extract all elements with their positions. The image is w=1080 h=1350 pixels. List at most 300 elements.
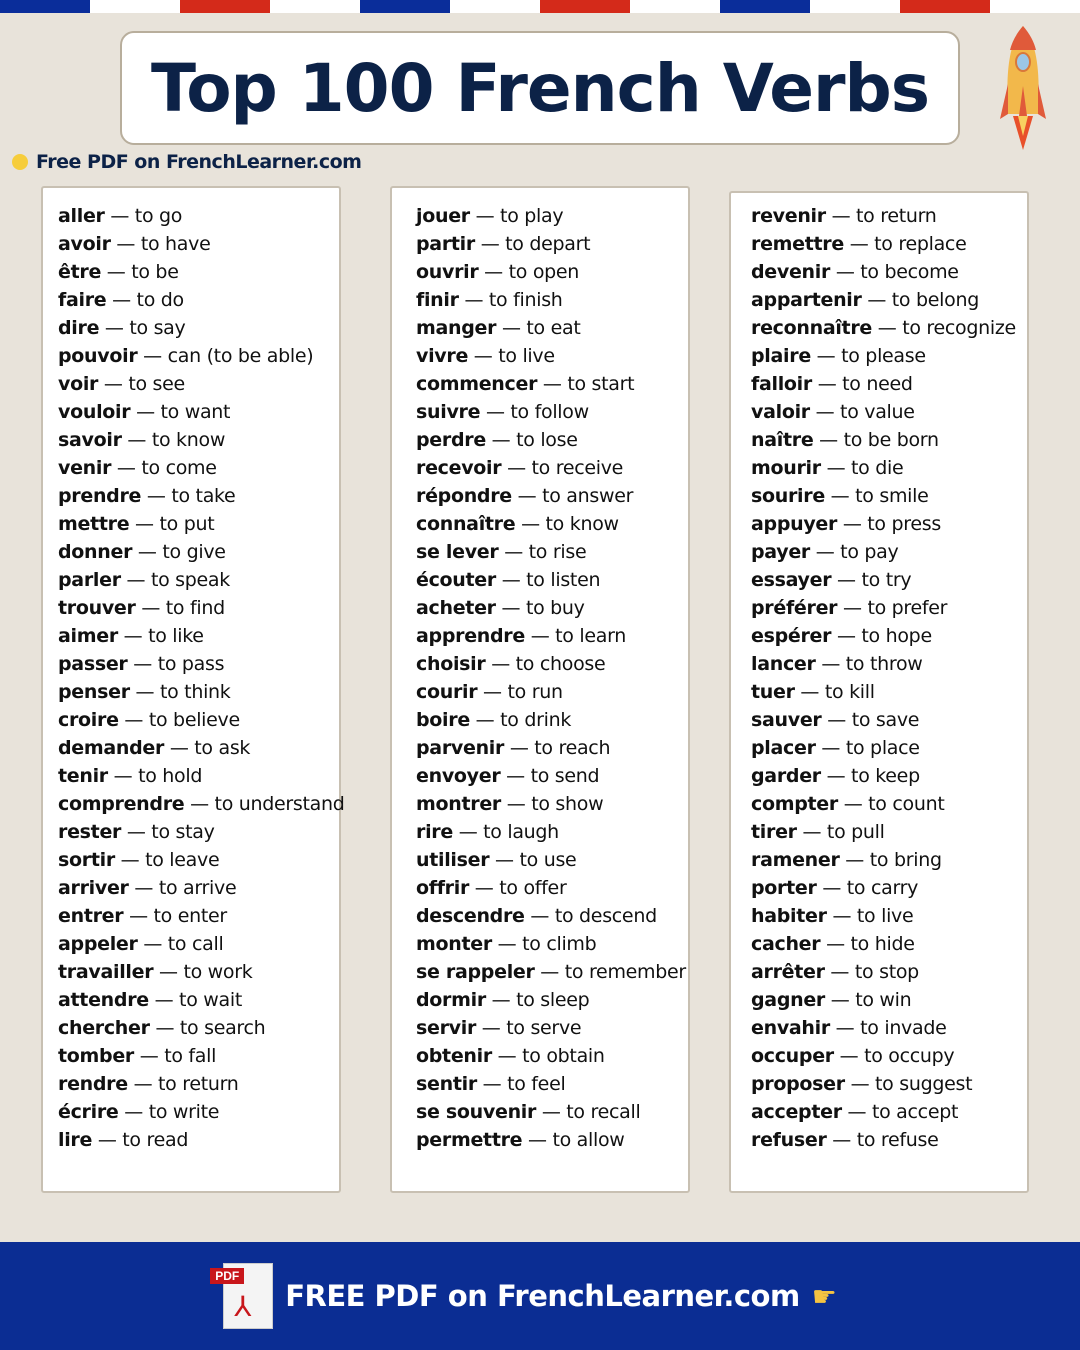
verb-row <box>751 1042 1027 1070</box>
dash-separator: — <box>809 401 841 423</box>
dash-separator: — <box>118 709 149 731</box>
french-verb: cacher <box>751 933 821 955</box>
english-meaning: to die <box>851 457 904 479</box>
verb-row <box>751 454 1027 482</box>
verb-row <box>416 650 688 678</box>
dash-separator: — <box>843 233 875 255</box>
dash-separator: — <box>149 1017 180 1039</box>
verb-row <box>751 930 1027 958</box>
dash-separator: — <box>522 1129 553 1151</box>
dash-separator: — <box>500 765 531 787</box>
french-verb: espérer <box>751 625 832 647</box>
footer-banner[interactable] <box>0 1242 1080 1350</box>
english-meaning: to return <box>856 205 937 227</box>
dash-separator: — <box>485 989 517 1011</box>
english-meaning: to need <box>842 373 913 395</box>
french-verb: plaire <box>751 345 811 367</box>
french-verb: être <box>58 261 102 283</box>
verb-row <box>416 594 688 622</box>
english-meaning: to drink <box>500 709 572 731</box>
french-verb: donner <box>58 541 133 563</box>
french-verb: lancer <box>751 653 816 675</box>
verb-row <box>416 258 688 286</box>
english-meaning: to allow <box>552 1129 625 1151</box>
dash-separator: — <box>477 681 508 703</box>
dash-separator: — <box>820 933 851 955</box>
verb-row <box>58 1070 339 1098</box>
english-meaning: to invade <box>860 1017 947 1039</box>
verb-row <box>58 258 339 286</box>
french-verb: ramener <box>751 849 840 871</box>
verb-row <box>58 986 339 1014</box>
english-meaning: to keep <box>851 765 920 787</box>
verb-row <box>416 1126 688 1154</box>
english-meaning: to speak <box>150 569 230 591</box>
verb-row <box>416 790 688 818</box>
french-verb: revenir <box>751 205 826 227</box>
french-verb: aller <box>58 205 105 227</box>
english-meaning: to follow <box>510 401 589 423</box>
dash-separator: — <box>468 345 499 367</box>
english-meaning: to have <box>140 233 211 255</box>
french-verb: venir <box>58 457 112 479</box>
english-meaning: to choose <box>515 653 606 675</box>
verb-row <box>416 846 688 874</box>
french-verb: sourire <box>751 485 825 507</box>
french-verb: arriver <box>58 877 129 899</box>
dash-separator: — <box>837 513 868 535</box>
english-meaning: to press <box>867 513 941 535</box>
verb-row <box>751 258 1027 286</box>
dash-separator: — <box>844 1073 876 1095</box>
french-verb: garder <box>751 765 821 787</box>
french-verb: rester <box>58 821 122 843</box>
verb-row <box>751 538 1027 566</box>
verb-row <box>751 650 1027 678</box>
french-verb: parler <box>58 569 121 591</box>
dash-separator: — <box>831 625 862 647</box>
english-meaning: to answer <box>542 485 634 507</box>
english-meaning: to stop <box>854 961 919 983</box>
english-meaning: to write <box>148 1101 220 1123</box>
french-verb: sentir <box>416 1073 477 1095</box>
english-meaning: to run <box>507 681 563 703</box>
verb-row <box>58 370 339 398</box>
dash-separator: — <box>536 1101 567 1123</box>
dash-separator: — <box>831 569 862 591</box>
french-verb: permettre <box>416 1129 523 1151</box>
french-verb: vouloir <box>58 401 131 423</box>
french-verb: voir <box>58 373 99 395</box>
dash-separator: — <box>821 709 852 731</box>
verb-row <box>58 622 339 650</box>
dash-separator: — <box>107 765 139 787</box>
french-verb: passer <box>58 653 128 675</box>
french-verb: partir <box>416 233 475 255</box>
french-verb: monter <box>416 933 492 955</box>
dash-separator: — <box>485 429 517 451</box>
verb-row <box>58 566 339 594</box>
french-verb: vivre <box>416 345 469 367</box>
english-meaning: to think <box>159 681 231 703</box>
french-verb: prendre <box>58 485 142 507</box>
english-meaning: to be <box>131 261 179 283</box>
verb-row <box>416 678 688 706</box>
verb-row <box>416 1070 688 1098</box>
french-verb: comprendre <box>58 793 185 815</box>
dash-separator: — <box>469 709 501 731</box>
sun-icon <box>12 154 28 170</box>
french-verb: servir <box>416 1017 477 1039</box>
dash-separator: — <box>815 653 846 675</box>
verb-row <box>58 1126 339 1154</box>
verb-row <box>58 482 339 510</box>
verb-column-2 <box>390 186 690 1193</box>
verb-row <box>751 790 1027 818</box>
english-meaning: to recognize <box>902 317 1016 339</box>
dash-separator: — <box>825 989 856 1011</box>
verb-row <box>751 986 1027 1014</box>
dash-separator: — <box>534 961 565 983</box>
verb-row <box>751 734 1027 762</box>
verb-row <box>751 594 1027 622</box>
french-verb: compter <box>751 793 838 815</box>
dash-separator: — <box>184 793 215 815</box>
english-meaning: to offer <box>499 877 567 899</box>
french-verb: se rappeler <box>416 961 535 983</box>
verb-row <box>58 650 339 678</box>
french-verb: accepter <box>751 1101 842 1123</box>
french-verb: suivre <box>416 401 481 423</box>
english-meaning: to win <box>855 989 912 1011</box>
french-verb: arrêter <box>751 961 825 983</box>
french-verb: habiter <box>751 905 827 927</box>
french-verb: appeler <box>58 933 138 955</box>
french-verb: préférer <box>751 597 838 619</box>
dash-separator: — <box>794 681 825 703</box>
verb-row <box>58 426 339 454</box>
english-meaning: to send <box>530 765 600 787</box>
dash-separator: — <box>515 513 546 535</box>
french-verb: envahir <box>751 1017 830 1039</box>
footer-link[interactable]: FREE PDF on FrenchLearner.com <box>285 1279 800 1313</box>
dash-separator: — <box>98 373 129 395</box>
verb-row <box>416 902 688 930</box>
verb-row <box>58 342 339 370</box>
verb-row <box>751 1014 1027 1042</box>
english-meaning: to refuse <box>856 1129 939 1151</box>
french-verb: travailler <box>58 961 154 983</box>
english-meaning: to receive <box>531 457 624 479</box>
verb-row <box>751 706 1027 734</box>
dash-separator: — <box>809 541 841 563</box>
english-meaning: to carry <box>846 877 919 899</box>
dash-separator: — <box>837 597 868 619</box>
verb-row <box>416 874 688 902</box>
verb-column-1 <box>41 186 345 1193</box>
french-verb: courir <box>416 681 478 703</box>
verb-row <box>58 202 339 230</box>
french-verb: dire <box>58 317 100 339</box>
verb-row <box>58 1098 339 1126</box>
pdf-icon <box>215 1263 273 1329</box>
dash-separator: — <box>826 1129 857 1151</box>
french-verb: appartenir <box>751 289 862 311</box>
english-meaning: to lose <box>516 429 578 451</box>
verb-row <box>58 678 339 706</box>
dash-separator: — <box>137 933 168 955</box>
english-meaning: to arrive <box>158 877 237 899</box>
french-verb: choisir <box>416 653 486 675</box>
dash-separator: — <box>489 849 520 871</box>
english-meaning: to know <box>545 513 619 535</box>
english-meaning: to pass <box>157 653 225 675</box>
dash-separator: — <box>839 849 870 871</box>
dash-separator: — <box>104 205 135 227</box>
english-meaning: to open <box>508 261 580 283</box>
french-verb: croire <box>58 709 119 731</box>
french-verb: utiliser <box>416 849 490 871</box>
french-verb: finir <box>416 289 459 311</box>
dash-separator: — <box>148 989 180 1011</box>
english-meaning: to become <box>860 261 959 283</box>
french-verb: proposer <box>751 1073 845 1095</box>
dash-separator: — <box>811 373 843 395</box>
verb-row <box>751 426 1027 454</box>
verb-row <box>58 762 339 790</box>
dash-separator: — <box>469 877 500 899</box>
english-meaning: to know <box>151 429 226 451</box>
english-meaning: to work <box>183 961 253 983</box>
english-meaning: to call <box>167 933 224 955</box>
french-verb: falloir <box>751 373 812 395</box>
english-meaning: to reach <box>534 737 611 759</box>
verb-row <box>416 510 688 538</box>
verb-row <box>416 482 688 510</box>
dash-separator: — <box>474 233 506 255</box>
dash-separator: — <box>480 401 511 423</box>
rocket-icon <box>998 24 1048 152</box>
french-verb: se souvenir <box>416 1101 537 1123</box>
dash-separator: — <box>485 653 516 675</box>
english-meaning: to count <box>868 793 945 815</box>
french-verb: faire <box>58 289 107 311</box>
verb-row <box>751 230 1027 258</box>
french-verb: avoir <box>58 233 111 255</box>
english-meaning: to suggest <box>875 1073 973 1095</box>
english-meaning: to live <box>498 345 555 367</box>
english-meaning: to leave <box>145 849 220 871</box>
dash-separator: — <box>476 1017 507 1039</box>
english-meaning: to take <box>171 485 236 507</box>
french-verb: refuser <box>751 1129 827 1151</box>
verb-row <box>416 370 688 398</box>
verb-row <box>58 510 339 538</box>
french-verb: payer <box>751 541 810 563</box>
verb-row <box>751 818 1027 846</box>
english-meaning: to ask <box>194 737 251 759</box>
verb-row <box>58 706 339 734</box>
verb-row <box>416 566 688 594</box>
dash-separator: — <box>478 261 509 283</box>
english-meaning: to start <box>567 373 635 395</box>
dash-separator: — <box>128 877 159 899</box>
verb-row <box>58 902 339 930</box>
verb-row <box>58 230 339 258</box>
french-verb: trouver <box>58 597 136 619</box>
dash-separator: — <box>524 625 556 647</box>
english-meaning: to use <box>519 849 577 871</box>
dash-separator: — <box>135 597 166 619</box>
dash-separator: — <box>796 821 827 843</box>
verb-row <box>416 398 688 426</box>
verb-row <box>751 846 1027 874</box>
verb-row <box>58 594 339 622</box>
verb-row <box>751 874 1027 902</box>
verb-row <box>751 1126 1027 1154</box>
verb-column-3 <box>729 191 1029 1193</box>
french-verb: essayer <box>751 569 832 591</box>
dash-separator: — <box>820 765 852 787</box>
verb-row <box>58 846 339 874</box>
verb-row <box>416 734 688 762</box>
dash-separator: — <box>130 401 161 423</box>
dash-separator: — <box>118 1101 149 1123</box>
verb-row <box>751 902 1027 930</box>
subtitle <box>12 151 361 173</box>
english-meaning: to like <box>148 625 204 647</box>
dash-separator: — <box>458 289 489 311</box>
verb-row <box>416 454 688 482</box>
french-verb: naître <box>751 429 814 451</box>
dash-separator: — <box>127 1073 159 1095</box>
verb-row <box>751 286 1027 314</box>
english-meaning: to put <box>159 513 215 535</box>
english-meaning: to wait <box>179 989 242 1011</box>
dash-separator: — <box>537 373 568 395</box>
english-meaning: to accept <box>871 1101 959 1123</box>
dash-separator: — <box>121 821 152 843</box>
english-meaning: to kill <box>824 681 875 703</box>
verb-row <box>416 538 688 566</box>
french-verb: gagner <box>751 989 826 1011</box>
english-meaning: to please <box>841 345 926 367</box>
pdf-tag: PDF <box>210 1268 244 1284</box>
english-meaning: to throw <box>845 653 923 675</box>
english-meaning: to hope <box>861 625 932 647</box>
english-meaning: to believe <box>148 709 240 731</box>
english-meaning: to eat <box>526 317 581 339</box>
dash-separator: — <box>824 485 856 507</box>
english-meaning: to learn <box>555 625 627 647</box>
english-meaning: to enter <box>153 905 227 927</box>
french-verb: entrer <box>58 905 124 927</box>
english-meaning: to serve <box>506 1017 582 1039</box>
english-meaning: to save <box>851 709 920 731</box>
acrobat-icon: ⅄ <box>234 1291 252 1322</box>
english-meaning: to go <box>134 205 183 227</box>
french-verb: tuer <box>751 681 795 703</box>
english-meaning: to bring <box>869 849 942 871</box>
french-verb: montrer <box>416 793 501 815</box>
english-meaning: to understand <box>214 793 345 815</box>
dash-separator: — <box>498 541 529 563</box>
dash-separator: — <box>810 345 842 367</box>
english-meaning: to prefer <box>867 597 948 619</box>
verb-row <box>751 342 1027 370</box>
english-meaning: to rise <box>528 541 587 563</box>
title-box <box>120 31 960 145</box>
dash-separator: — <box>121 429 152 451</box>
english-meaning: to depart <box>505 233 591 255</box>
dash-separator: — <box>164 737 195 759</box>
dash-separator: — <box>117 625 149 647</box>
dash-separator: — <box>826 905 857 927</box>
french-verb: rire <box>416 821 453 843</box>
verb-row <box>751 1098 1027 1126</box>
verb-row <box>58 286 339 314</box>
verb-row <box>416 202 688 230</box>
dash-separator: — <box>872 317 903 339</box>
english-meaning: to belong <box>891 289 979 311</box>
english-meaning: to return <box>158 1073 239 1095</box>
english-meaning: to hide <box>850 933 915 955</box>
dash-separator: — <box>129 513 160 535</box>
french-verb: parvenir <box>416 737 505 759</box>
verb-row <box>58 958 339 986</box>
dash-separator: — <box>820 457 852 479</box>
french-verb: tirer <box>751 821 797 843</box>
english-meaning: to listen <box>526 569 601 591</box>
french-verb: attendre <box>58 989 149 1011</box>
dash-separator: — <box>111 457 142 479</box>
english-meaning: to try <box>861 569 912 591</box>
subtitle-text: Free PDF on FrenchLearner.com <box>36 151 362 173</box>
verb-row <box>416 818 688 846</box>
dash-separator: — <box>495 597 526 619</box>
french-verb: devenir <box>751 261 831 283</box>
french-verb: remettre <box>751 233 844 255</box>
french-verb: écouter <box>416 569 496 591</box>
verb-row <box>416 314 688 342</box>
french-verb: appuyer <box>751 513 838 535</box>
french-verb: occuper <box>751 1045 834 1067</box>
french-verb: commencer <box>416 373 538 395</box>
verb-row <box>416 1014 688 1042</box>
pointing-hand-icon: ☛ <box>811 1280 837 1312</box>
verb-row <box>58 790 345 818</box>
english-meaning: to laugh <box>483 821 559 843</box>
french-verb: penser <box>58 681 130 703</box>
english-meaning: to come <box>141 457 217 479</box>
english-meaning: to hold <box>138 765 203 787</box>
verb-row <box>416 230 688 258</box>
french-verb: apprendre <box>416 625 525 647</box>
dash-separator: — <box>129 681 160 703</box>
french-verb: lire <box>58 1129 93 1151</box>
english-meaning: to pay <box>840 541 899 563</box>
dash-separator: — <box>815 737 846 759</box>
dash-separator: — <box>137 345 168 367</box>
verb-row <box>416 762 688 790</box>
french-verb: perdre <box>416 429 486 451</box>
dash-separator: — <box>153 961 184 983</box>
verb-row <box>751 566 1027 594</box>
dash-separator: — <box>101 261 132 283</box>
dash-separator: — <box>829 1017 861 1039</box>
french-verb: valoir <box>751 401 810 423</box>
english-meaning: to feel <box>507 1073 566 1095</box>
